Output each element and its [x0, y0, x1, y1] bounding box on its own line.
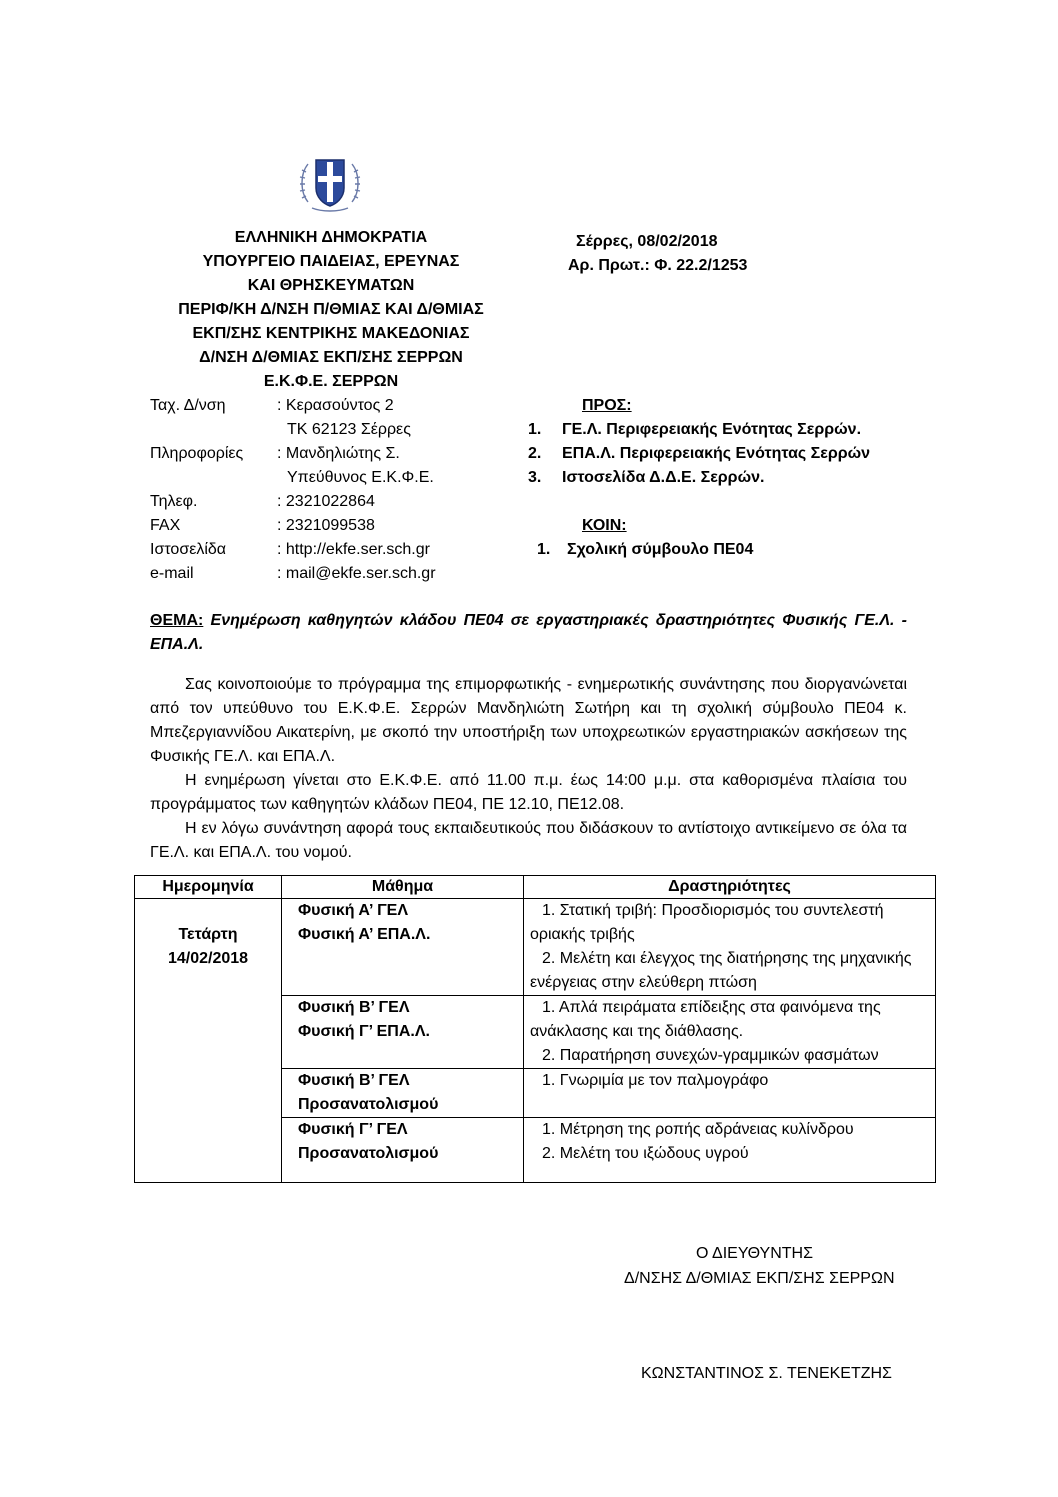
- contact-value: : 2321099538: [277, 517, 375, 534]
- issuer-line: Ε.Κ.Φ.Ε. ΣΕΡΡΩΝ: [263, 373, 399, 390]
- table-header-row: [135, 876, 936, 899]
- subject: [150, 609, 907, 657]
- issuer-line: ΕΛΛΗΝΙΚΗ ΔΗΜΟΚΡΑΤΙΑ: [234, 229, 428, 246]
- activity-item: 2. Παρατήρηση συνεχών-γραμμικών φασμάτων: [542, 1047, 879, 1064]
- date-value: 14/02/2018: [167, 950, 249, 967]
- protocol-number: Αρ. Πρωτ.: Φ. 22.2/1253: [568, 257, 748, 274]
- recipient-text: Ιστοσελίδα Δ.Δ.Ε. Σερρών.: [562, 469, 765, 486]
- issuer-line: ΕΚΠ/ΣΗΣ ΚΕΝΤΡΙΚΗΣ ΜΑΚΕΔΟΝΙΑΣ: [192, 325, 470, 342]
- cc-heading: ΚΟΙΝ:: [582, 517, 627, 534]
- issuer-block: [160, 226, 502, 394]
- lesson-line: Φυσική Β’ ΓΕΛ: [298, 1072, 410, 1089]
- contact-value: : 2321022864: [277, 493, 375, 510]
- activity-item: 1. Μέτρηση της ροπής αδράνειας κυλίνδρου: [542, 1121, 854, 1138]
- lesson-cell: [282, 996, 524, 1069]
- recipient-text: ΓΕ.Λ. Περιφερειακής Ενότητας Σερρών.: [562, 421, 862, 438]
- table-row: [135, 899, 936, 996]
- body-paragraph: Σας κοινοποιούμε το πρόγραμμα της επιμορφωτικής - ενημερωτικής συνάντησης που διοργανώνεται από τον υπεύθυνο του Ε.Κ.Φ.Ε. Σερρών Μανδηλιώτη Σωτήρη και τη σχολική σύμβουλο ΠΕ04 κ. Μπεζεργιαννίδου Αικατερίνη, με σκοπό την υποστήριξη των υποχρεωτικών εργαστηριακών ασκήσεων της Φυσικής ΓΕ.Λ. και ΕΠΑ.Λ.: [150, 676, 907, 765]
- activity-item: 1. Γνωριμία με τον παλμογράφο: [542, 1072, 769, 1089]
- recipient-number: 3.: [528, 469, 542, 486]
- contact-label: Τηλεφ.: [150, 493, 198, 510]
- lesson-line: Φυσική Α’ ΕΠΑ.Λ.: [298, 926, 431, 943]
- contact-label: Πληροφορίες: [150, 445, 244, 462]
- date-day: Τετάρτη: [178, 926, 238, 943]
- contact-label: e-mail: [150, 565, 194, 582]
- activity-item: 1. Στατική τριβή: Προσδιορισμός του συντελεστή οριακής τριβής: [530, 902, 884, 943]
- activities-cell: [524, 1118, 936, 1183]
- recipient-number: 1.: [528, 421, 542, 438]
- body-paragraph: Η ενημέρωση γίνεται στο Ε.Κ.Φ.Ε. από 11.00 π.μ. έως 14:00 μ.μ. στα καθορισμένα πλαίσια του προγράμματος των καθηγητών κλάδων ΠΕ04, ΠΕ 12.10, ΠΕ12.08.: [150, 772, 907, 813]
- letter-body: [150, 673, 907, 865]
- lesson-line: Φυσική Γ’ ΕΠΑ.Λ.: [298, 1023, 430, 1040]
- greek-coat-of-arms-icon: [298, 152, 362, 214]
- contact-label: Ιστοσελίδα: [150, 541, 227, 558]
- issuer-line: ΚΑΙ ΘΡΗΣΚΕΥΜΑΤΩΝ: [247, 277, 415, 294]
- recipient-text: ΕΠΑ.Λ. Περιφερειακής Ενότητας Σερρών: [562, 445, 871, 462]
- column-header: Δραστηριότητες: [524, 876, 936, 899]
- contact-value: Υπεύθυνος Ε.Κ.Φ.Ε.: [287, 469, 434, 486]
- column-header: Ημερομηνία: [135, 876, 282, 899]
- activity-item: 1. Απλά πειράματα επίδειξης στα φαινόμενα της ανάκλασης και της διάθλασης.: [530, 999, 881, 1040]
- to-heading: ΠΡΟΣ:: [582, 397, 632, 414]
- body-paragraph: Η εν λόγω συνάντηση αφορά τους εκπαιδευτικούς που διδάσκουν το αντίστοιχο αντικείμενο σε όλα τα ΓΕ.Λ. και ΕΠΑ.Λ. του νομού.: [150, 820, 907, 861]
- lesson-line: Φυσική Γ’ ΓΕΛ: [298, 1121, 408, 1138]
- lesson-cell: [282, 899, 524, 996]
- place-date: Σέρρες, 08/02/2018: [576, 233, 718, 250]
- lesson-cell: [282, 1069, 524, 1118]
- issuer-line: ΠΕΡΙΦ/ΚΗ Δ/ΝΣΗ Π/ΘΜΙΑΣ ΚΑΙ Δ/ΘΜΙΑΣ: [178, 301, 484, 318]
- cc-text: Σχολική σύμβουλο ΠΕ04: [567, 541, 754, 558]
- document-meta: [568, 230, 748, 278]
- activities-cell: [524, 899, 936, 996]
- activity-item: 2. Μελέτη και έλεγχος της διατήρησης της μηχανικής ενέργειας στην ελεύθερη πτώση: [530, 950, 912, 991]
- issuer-line: Δ/ΝΣΗ Δ/ΘΜΙΑΣ ΕΚΠ/ΣΗΣ ΣΕΡΡΩΝ: [199, 349, 463, 366]
- activities-cell: [524, 996, 936, 1069]
- lesson-cell: [282, 1118, 524, 1183]
- contact-value: : mail@ekfe.ser.sch.gr: [277, 565, 436, 582]
- subject-text: Ενημέρωση καθηγητών κλάδου ΠΕ04 σε εργαστηριακές δραστηριότητες Φυσικής ΓΕ.Λ. - ΕΠΑ.Λ.: [150, 612, 907, 653]
- contact-label: FAX: [150, 517, 181, 534]
- subject-label: ΘΕΜΑ:: [150, 612, 204, 629]
- issuer-line: ΥΠΟΥΡΓΕΙΟ ΠΑΙΔΕΙΑΣ, ΕΡΕΥΝΑΣ: [202, 253, 460, 270]
- contact-value: : Μανδηλιώτης Σ.: [277, 445, 400, 462]
- contact-label: Ταχ. Δ/νση: [150, 397, 226, 414]
- lesson-line: Φυσική Β’ ΓΕΛ: [298, 999, 410, 1016]
- contact-value: : http://ekfe.ser.sch.gr: [277, 541, 430, 558]
- column-header: Μάθημα: [282, 876, 524, 899]
- contact-value: ΤΚ 62123 Σέρρες: [287, 421, 411, 438]
- lesson-line: Προσανατολισμού: [298, 1096, 439, 1113]
- contact-value: : Κερασούντος 2: [277, 397, 394, 414]
- date-cell: [135, 899, 282, 1183]
- lesson-line: Προσανατολισμού: [298, 1145, 439, 1162]
- recipient-number: 2.: [528, 445, 542, 462]
- lesson-line: Φυσική Α’ ΓΕΛ: [298, 902, 409, 919]
- activity-item: 2. Μελέτη του ιξώδους υγρού: [542, 1145, 749, 1162]
- activities-table: [134, 875, 936, 1183]
- cc-number: 1.: [537, 541, 551, 558]
- signature-title: Ο ΔΙΕΥΘΥΝΤΗΣ: [696, 1245, 813, 1262]
- activities-cell: [524, 1069, 936, 1118]
- signature-department: Δ/ΝΣΗΣ Δ/ΘΜΙΑΣ ΕΚΠ/ΣΗΣ ΣΕΡΡΩΝ: [624, 1270, 895, 1287]
- signature-name: ΚΩΝΣΤΑΝΤΙΝΟΣ Σ. ΤΕΝΕΚΕΤΖΗΣ: [641, 1365, 892, 1382]
